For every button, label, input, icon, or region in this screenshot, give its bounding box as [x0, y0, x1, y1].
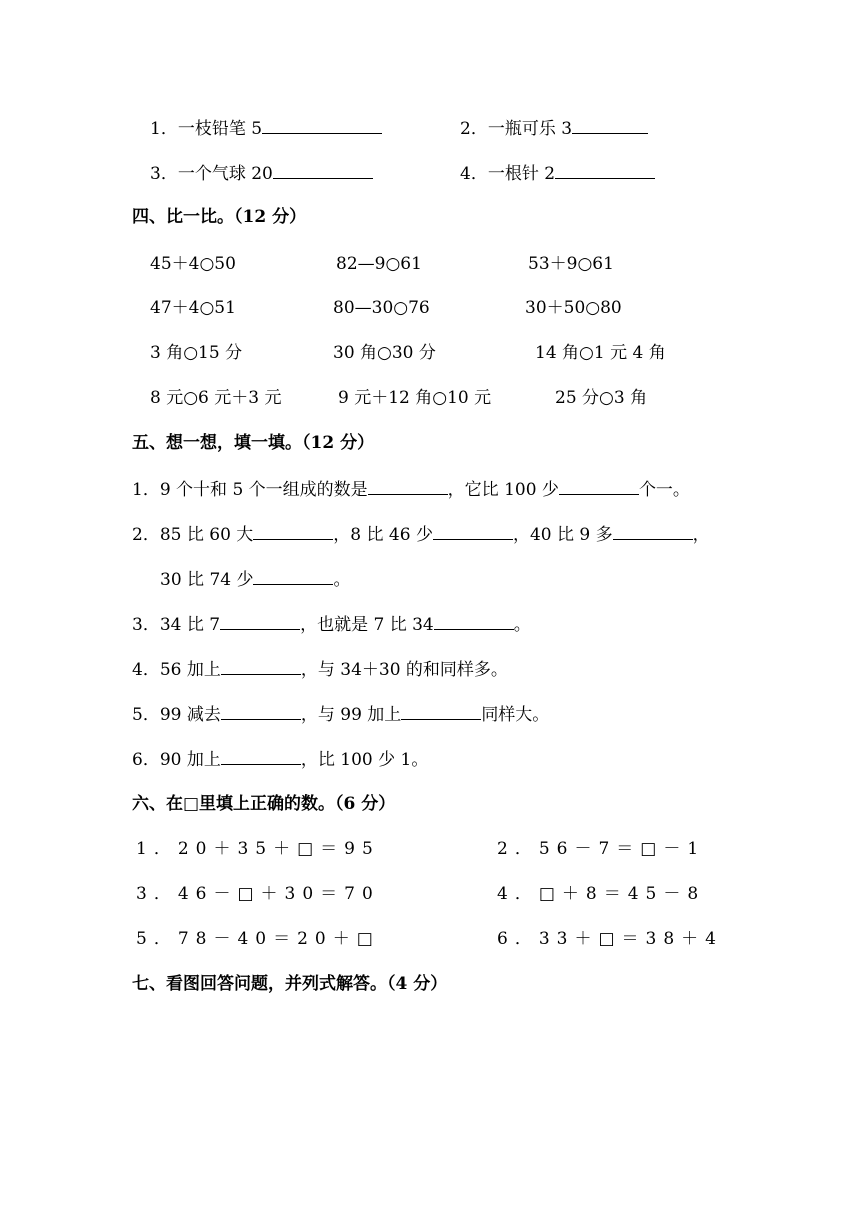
units-item-1 [150, 116, 382, 141]
fill-question-2 [132, 522, 710, 547]
fill-question-2-cont [160, 567, 350, 592]
answer-blank[interactable] [559, 477, 639, 495]
answer-blank[interactable] [433, 522, 513, 540]
units-item-text: 3．一个气球 20 [150, 164, 273, 184]
question-text: 2．85 比 60 大 [132, 525, 254, 545]
fill-question-6 [132, 747, 428, 772]
answer-blank[interactable] [401, 702, 481, 720]
question-text: 个一。 [638, 480, 690, 500]
units-item-text: 1．一枝铅笔 5 [150, 119, 263, 139]
compare-item: 25 分○3 角 [555, 388, 648, 408]
units-item-text: 4．一根针 2 [460, 164, 556, 184]
section-7-title: 七、看图回答问题，并列式解答。（4 分） [132, 974, 448, 994]
answer-blank[interactable] [221, 657, 301, 675]
answer-blank[interactable] [273, 161, 373, 179]
fill-question-1 [132, 477, 690, 502]
box-equation: 6．33＋□＝38＋4 [497, 929, 723, 949]
compare-item: 53＋9○61 [528, 254, 614, 274]
answer-blank[interactable] [368, 477, 448, 495]
question-text: ，40 比 9 多 [512, 525, 613, 545]
box-equation: 5．78－40＝20＋□ [136, 929, 380, 949]
answer-blank[interactable] [220, 612, 300, 630]
question-text: 。 [333, 570, 351, 590]
units-item-text: 2．一瓶可乐 3 [460, 119, 573, 139]
box-equation: 3．46－□＋30＝70 [136, 884, 380, 904]
compare-item: 45＋4○50 [150, 254, 236, 274]
question-text: 30 比 74 少 [160, 570, 254, 590]
section-4-title: 四、比一比。（12 分） [132, 207, 307, 227]
answer-blank[interactable] [613, 522, 693, 540]
section-6-title: 六、在□里填上正确的数。（6 分） [132, 794, 396, 814]
question-text: 4．56 加上 [132, 660, 221, 680]
compare-item: 80—30○76 [333, 298, 430, 318]
compare-item: 3 角○15 分 [150, 343, 243, 363]
compare-item: 9 元＋12 角○10 元 [338, 388, 492, 408]
answer-blank[interactable] [262, 116, 382, 134]
compare-item: 14 角○1 元 4 角 [535, 343, 666, 363]
question-text: ，它比 100 少 [447, 480, 559, 500]
compare-item: 30 角○30 分 [333, 343, 436, 363]
fill-question-4 [132, 657, 508, 682]
compare-item: 82—9○61 [336, 254, 422, 274]
answer-blank[interactable] [253, 522, 333, 540]
question-text: ，8 比 46 少 [333, 525, 433, 545]
fill-question-5 [132, 702, 549, 727]
section-5-title: 五、想一想，填一填。（12 分） [132, 433, 375, 453]
box-equation: 4．□＋8＝45－8 [497, 884, 706, 904]
question-text: ，与 34＋30 的和同样多。 [300, 660, 508, 680]
fill-question-3 [132, 612, 531, 637]
box-equation: 2．56－7＝□－1 [497, 839, 706, 859]
question-text: ， [692, 525, 710, 545]
answer-blank[interactable] [572, 116, 648, 134]
compare-item: 30＋50○80 [525, 298, 622, 318]
units-item-3 [150, 161, 373, 186]
question-text: ，与 99 加上 [300, 705, 402, 725]
question-text: 6．90 加上 [132, 750, 221, 770]
answer-blank[interactable] [221, 747, 301, 765]
question-text: 3．34 比 7 [132, 615, 221, 635]
answer-blank[interactable] [555, 161, 655, 179]
question-text: 1．9 个十和 5 个一组成的数是 [132, 480, 368, 500]
question-text: 。 [513, 615, 531, 635]
units-item-4 [460, 161, 655, 186]
answer-blank[interactable] [253, 567, 333, 585]
question-text: ，也就是 7 比 34 [300, 615, 434, 635]
question-text: 同样大。 [481, 705, 550, 725]
compare-item: 47＋4○51 [150, 298, 236, 318]
answer-blank[interactable] [434, 612, 514, 630]
compare-item: 8 元○6 元＋3 元 [150, 388, 282, 408]
units-item-2 [460, 116, 648, 141]
question-text: 5．99 减去 [132, 705, 221, 725]
answer-blank[interactable] [221, 702, 301, 720]
question-text: ，比 100 少 1。 [300, 750, 429, 770]
box-equation: 1．20＋35＋□＝95 [136, 839, 380, 859]
